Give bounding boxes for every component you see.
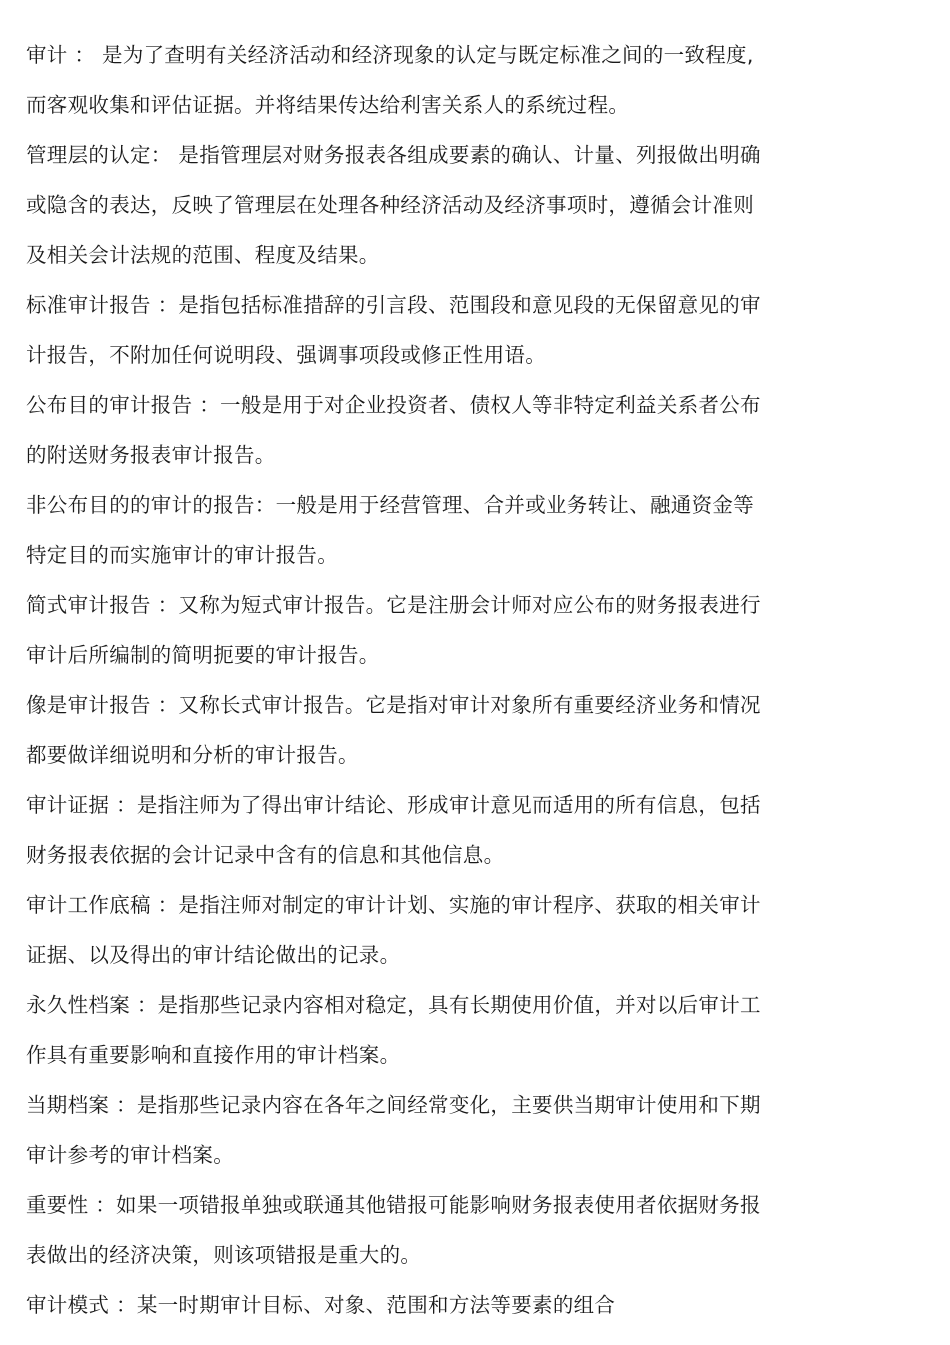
- text-line: 特定目的而实施审计的审计报告。: [26, 543, 338, 567]
- text-line: 审计证据 ：是指注师为了得出审计结论、形成审计意见而适用的所有信息，包括: [26, 793, 761, 817]
- text-line: 财务报表依据的会计记录中含有的信息和其他信息。: [26, 843, 505, 867]
- text-line: 作具有重要影响和直接作用的审计档案。: [26, 1043, 401, 1067]
- text-line: 审计模式 ：某一时期审计目标、对象、范围和方法等要素的组合: [26, 1293, 616, 1317]
- text-line: 及相关会计法规的范围、程度及结果。: [26, 243, 380, 267]
- text-line: 或隐含的表达，反映了管理层在处理各种经济活动及经济事项时，遵循会计准则: [26, 193, 754, 217]
- text-line: 审计工作底稿 ：是指注师对制定的审计计划、实施的审计程序、获取的相关审计: [26, 893, 761, 917]
- text-line: 简式审计报告 ：又称为短式审计报告。它是注册会计师对应公布的财务报表进行: [26, 593, 761, 617]
- text-line: 的附送财务报表审计报告。: [26, 443, 276, 467]
- text-line: 管理层的认定： 是指管理层对财务报表各组成要素的确认、计量、列报做出明确: [26, 143, 761, 167]
- text-line: 当期档案 ：是指那些记录内容在各年之间经常变化，主要供当期审计使用和下期: [26, 1093, 761, 1117]
- text-line: 永久性档案 ：是指那些记录内容相对稳定，具有长期使用价值，并对以后审计工: [26, 993, 761, 1017]
- text-line: 审计 ： 是为了查明有关经济活动和经济现象的认定与既定标准之间的一致程度,: [26, 43, 754, 67]
- text-line: 审计后所编制的简明扼要的审计报告。: [26, 643, 380, 667]
- text-line: 计报告，不附加任何说明段、强调事项段或修正性用语。: [26, 343, 546, 367]
- text-line: 表做出的经济决策，则该项错报是重大的。: [26, 1243, 422, 1267]
- text-line: 审计参考的审计档案。: [26, 1143, 234, 1167]
- text-line: 都要做详细说明和分析的审计报告。: [26, 743, 359, 767]
- text-line: 非公布目的的审计的报告：一般是用于经营管理、合并或业务转让、融通资金等: [26, 493, 754, 517]
- text-line: 而客观收集和评估证据。并将结果传达给利害关系人的系统过程。: [26, 93, 630, 117]
- text-line: 证据、以及得出的审计结论做出的记录。: [26, 943, 401, 967]
- document-body: [26, 30, 856, 1330]
- text-line: 公布目的审计报告 ：一般是用于对企业投资者、债权人等非特定利益关系者公布: [26, 393, 761, 417]
- text-line: 标准审计报告 ：是指包括标准措辞的引言段、范围段和意见段的无保留意见的审: [26, 293, 761, 317]
- text-line: 重要性 ：如果一项错报单独或联通其他错报可能影响财务报表使用者依据财务报: [26, 1193, 761, 1217]
- text-line: 像是审计报告 ：又称长式审计报告。它是指对审计对象所有重要经济业务和情况: [26, 693, 761, 717]
